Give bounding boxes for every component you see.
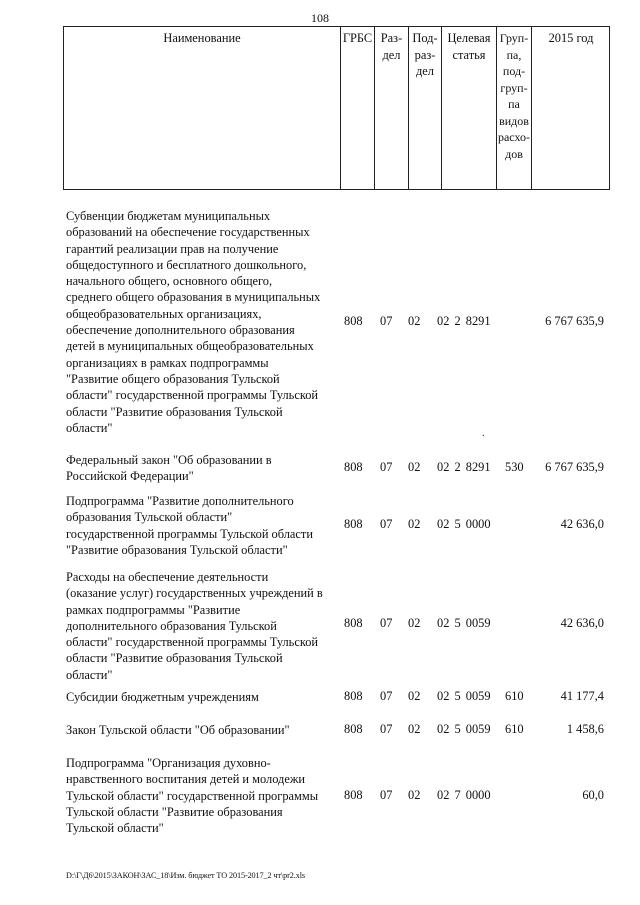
header-grbs: ГРБС [340, 27, 374, 189]
row-razdel: 07 [380, 616, 393, 630]
row-sum: 6 767 635,9 [545, 460, 604, 474]
row-vid: 610 [505, 722, 524, 736]
row-razdel: 07 [380, 460, 393, 474]
row-podrazdel: 02 [408, 460, 421, 474]
row-name: Подпрограмма "Развитие дополнительного образования Тульской области" государственной программы Тульской области "Развитие образования Тульской области" [66, 494, 313, 557]
row-grbs: 808 [344, 616, 363, 630]
row-vid: 610 [505, 689, 524, 703]
row-name: Субвенции бюджетам муниципальных образований на обеспечение государственных гарантий реализации прав на получение общедоступного и бесплатного дошкольного, начального общего, основного общего, среднего общего образования в муниципальных общеобразовательных организациях, обеспечение дополнительного образования детей в муниципальных общеобразовательных организациях в рамках подпрограммы "Развитие общего образования Тульской области" государственной программы Тульской области "Развитие образования Тульской области" [66, 209, 321, 435]
row-razdel: 07 [380, 314, 393, 328]
stray-mark: . [482, 428, 485, 439]
row-sum: 1 458,6 [566, 722, 604, 736]
row-celevaya: 02 5 0000 [437, 517, 491, 531]
page-number: 108 [311, 11, 329, 25]
row-name: Расходы на обеспечение деятельности (оказание услуг) государственных учреждений в рамках подпрограммы "Развитие дополнительного образования Тульской области" государственной программы Тульской области "Развитие образования Тульской области" [66, 570, 323, 682]
row-sum: 6 767 635,9 [545, 314, 604, 328]
file-path-footer: D:\Г\Д6\2015\ЗАКОН\ЗАС_18\Изм. бюджет ТО 2015-2017_2 чт\pr2.xls [66, 871, 305, 880]
row-sum: 42 636,0 [560, 616, 604, 630]
row-celevaya: 02 7 0000 [437, 788, 491, 802]
row-grbs: 808 [344, 722, 363, 736]
row-razdel: 07 [380, 788, 393, 802]
row-sum: 60,0 [582, 788, 604, 802]
row-podrazdel: 02 [408, 314, 421, 328]
row-celevaya: 02 5 0059 [437, 689, 491, 703]
row-sum: 42 636,0 [560, 517, 604, 531]
row-name: Закон Тульской области "Об образовании" [66, 723, 290, 737]
header-razdel: Раз- дел [374, 27, 408, 189]
row-celevaya: 02 5 0059 [437, 616, 491, 630]
row-sum: 41 177,4 [560, 689, 604, 703]
header-podrazdel: Под- раз- дел [408, 27, 441, 189]
table-header [63, 26, 610, 190]
header-gruppa: Груп- па, под- груп- па видов расхо- дов [496, 27, 531, 189]
row-razdel: 07 [380, 517, 393, 531]
row-podrazdel: 02 [408, 616, 421, 630]
row-celevaya: 02 2 8291 [437, 460, 491, 474]
row-podrazdel: 02 [408, 517, 421, 531]
row-podrazdel: 02 [408, 788, 421, 802]
row-celevaya: 02 2 8291 [437, 314, 491, 328]
row-podrazdel: 02 [408, 722, 421, 736]
row-grbs: 808 [344, 788, 363, 802]
row-grbs: 808 [344, 517, 363, 531]
row-name: Подпрограмма "Организация духовно- нравственного воспитания детей и молодежи Тульской области" государственной программы Тульской области "Развитие образования Тульской области" [66, 756, 319, 836]
row-name: Субсидии бюджетным учреждениям [66, 690, 259, 704]
row-podrazdel: 02 [408, 689, 421, 703]
row-vid: 530 [505, 460, 524, 474]
header-name: Наименование [163, 31, 241, 45]
row-grbs: 808 [344, 460, 363, 474]
row-grbs: 808 [344, 314, 363, 328]
row-name: Федеральный закон "Об образовании в Российской Федерации" [66, 453, 272, 484]
row-grbs: 808 [344, 689, 363, 703]
header-celevaya: Целевая статья [441, 27, 496, 189]
row-celevaya: 02 5 0059 [437, 722, 491, 736]
row-razdel: 07 [380, 722, 393, 736]
row-razdel: 07 [380, 689, 393, 703]
header-year: 2015 год [531, 27, 610, 189]
